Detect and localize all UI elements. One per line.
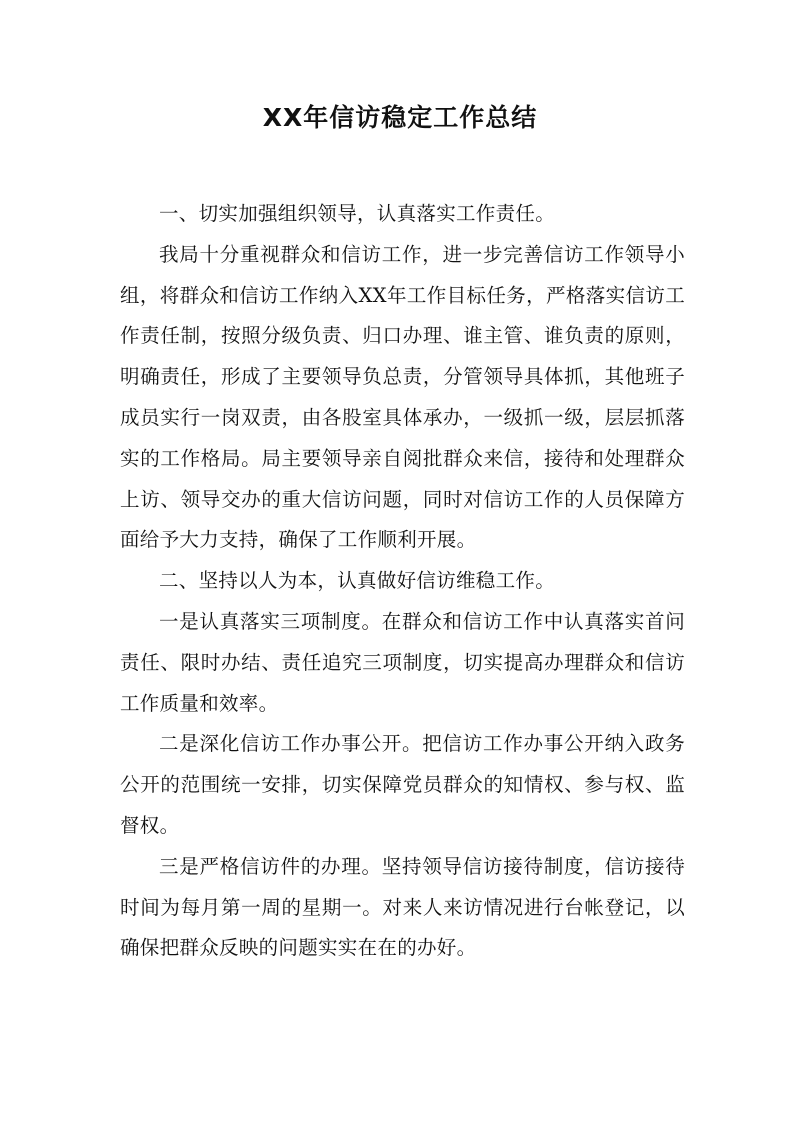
paragraph: 三是严格信访件的办理。坚持领导信访接待制度，信访接待时间为每月第一周的星期一。对来人来访情况进行台帐登记，以确保把群众反映的问题实实在在的办好。 (120, 854, 685, 960)
paragraph: 我局十分重视群众和信访工作，进一步完善信访工作领导小组，将群众和信访工作纳入XX年工作目标任务，严格落实信访工作责任制，按照分级负责、归口办理、谁主管、谁负责的原则，明确责任，形成了主要领导负总责，分管领导具体抓，其他班子成员实行一岗双责，由各股室具体承办，一级抓一级，层层抓落实的工作格局。局主要领导亲自阅批群众来信，接待和处理群众上访、领导交办的重大信访问题，同时对信访工作的人员保障方面给予大力支持，确保了工作顺利开展。 (120, 242, 685, 552)
paragraph: 一是认真落实三项制度。在群众和信访工作中认真落实首问责任、限时办结、责任追究三项制度，切实提高办理群众和信访工作质量和效率。 (120, 609, 685, 715)
section-heading-2: 二、坚持以人为本，认真做好信访维稳工作。 (159, 569, 556, 593)
document-title: XX年信访稳定工作总结 (262, 103, 538, 132)
paragraph: 二是深化信访工作办事公开。把信访工作办事公开纳入政务公开的范围统一安排，切实保障党员群众的知情权、参与权、监督权。 (120, 732, 685, 837)
section-heading-1: 一、切实加强组织领导，认真落实工作责任。 (159, 202, 556, 225)
document-body (120, 194, 685, 969)
